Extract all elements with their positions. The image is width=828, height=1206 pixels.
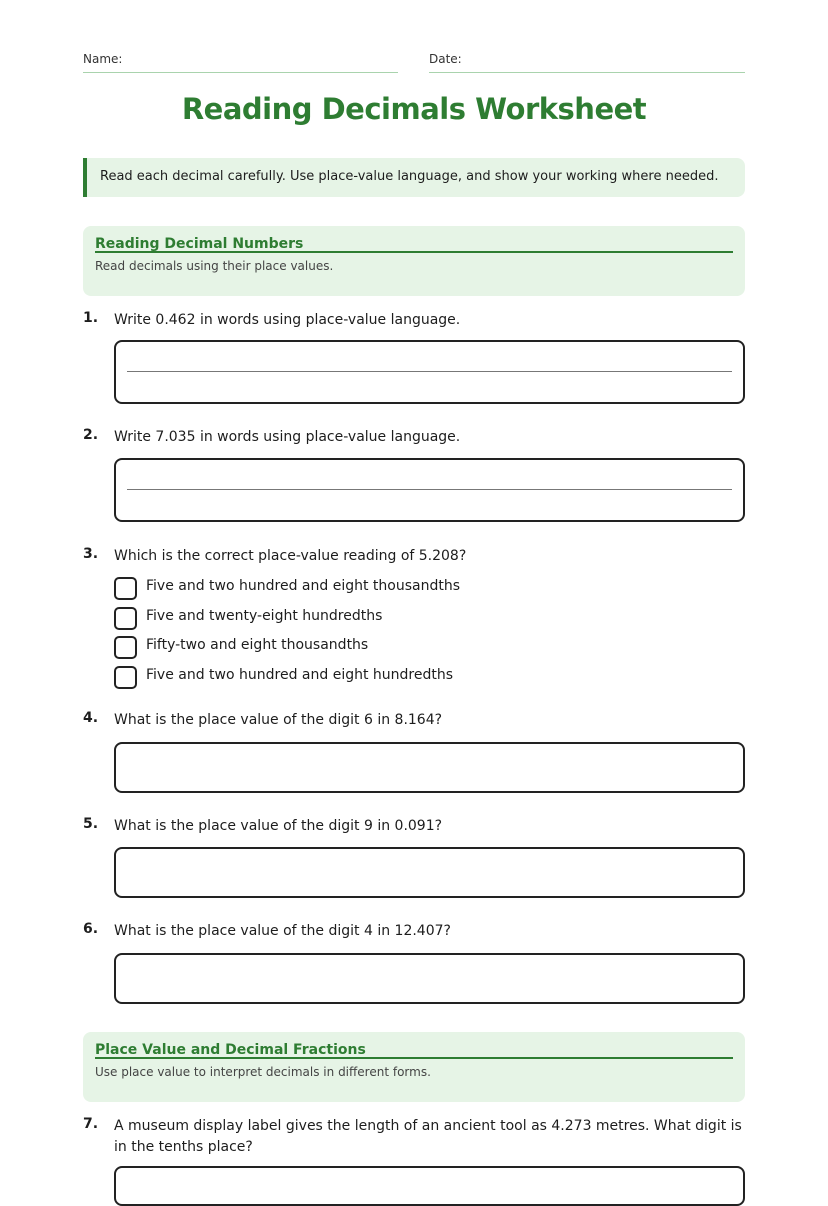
answer-box[interactable] xyxy=(114,458,745,522)
question-number: 2. xyxy=(83,427,99,443)
answer-line xyxy=(127,371,732,372)
header-fields xyxy=(83,52,745,74)
question-text: What is the place value of the digit 4 in 12.407? xyxy=(114,923,451,939)
question-text: What is the place value of the digit 6 in 8.164? xyxy=(114,712,443,728)
option-c[interactable] xyxy=(114,636,714,660)
question-number: 1. xyxy=(83,310,99,326)
question-text: Write 7.035 in words using place-value language. xyxy=(114,429,461,445)
question-text: Write 0.462 in words using place-value language. xyxy=(114,312,461,328)
option-label: Fifty-two and eight thousandths xyxy=(146,637,369,653)
option-label: Five and two hundred and eight thousandths xyxy=(146,578,461,594)
checkbox[interactable] xyxy=(114,607,137,630)
question-text: What is the place value of the digit 9 in 0.091? xyxy=(114,818,443,834)
option-a[interactable] xyxy=(114,577,714,601)
name-label: Name: xyxy=(83,52,123,66)
section-place-value xyxy=(83,1032,745,1102)
answer-box[interactable] xyxy=(114,953,745,1004)
question-number: 7. xyxy=(83,1116,99,1132)
question-number: 3. xyxy=(83,546,99,562)
option-d[interactable] xyxy=(114,666,714,690)
question-text: A museum display label gives the length of an ancient tool as 4.273 metres. What digit is in the tenths place? xyxy=(114,1118,742,1155)
answer-box[interactable] xyxy=(114,1166,745,1206)
checkbox[interactable] xyxy=(114,636,137,659)
section-title: Place Value and Decimal Fractions xyxy=(95,1032,733,1059)
question-number: 6. xyxy=(83,921,99,937)
section-title: Reading Decimal Numbers xyxy=(95,226,733,253)
instructions-box: Read each decimal carefully. Use place-value language, and show your working where needed. xyxy=(83,158,745,197)
answer-box[interactable] xyxy=(114,847,745,898)
option-label: Five and two hundred and eight hundredths xyxy=(146,667,454,683)
answer-line xyxy=(127,489,732,490)
date-label: Date: xyxy=(429,52,462,66)
question-number: 4. xyxy=(83,710,99,726)
worksheet-title: Reading Decimals Worksheet xyxy=(181,92,647,126)
answer-box[interactable] xyxy=(114,340,745,404)
checkbox[interactable] xyxy=(114,577,137,600)
question-text: Which is the correct place-value reading of 5.208? xyxy=(114,548,467,564)
option-b[interactable] xyxy=(114,607,714,631)
section-subtitle: Use place value to interpret decimals in different forms. xyxy=(95,1065,431,1079)
checkbox[interactable] xyxy=(114,666,137,689)
answer-box[interactable] xyxy=(114,742,745,793)
name-field[interactable] xyxy=(83,52,398,73)
section-reading-decimals xyxy=(83,226,745,296)
section-subtitle: Read decimals using their place values. xyxy=(95,259,334,273)
date-field[interactable] xyxy=(429,52,745,73)
option-label: Five and twenty-eight hundredths xyxy=(146,608,383,624)
question-number: 5. xyxy=(83,816,99,832)
